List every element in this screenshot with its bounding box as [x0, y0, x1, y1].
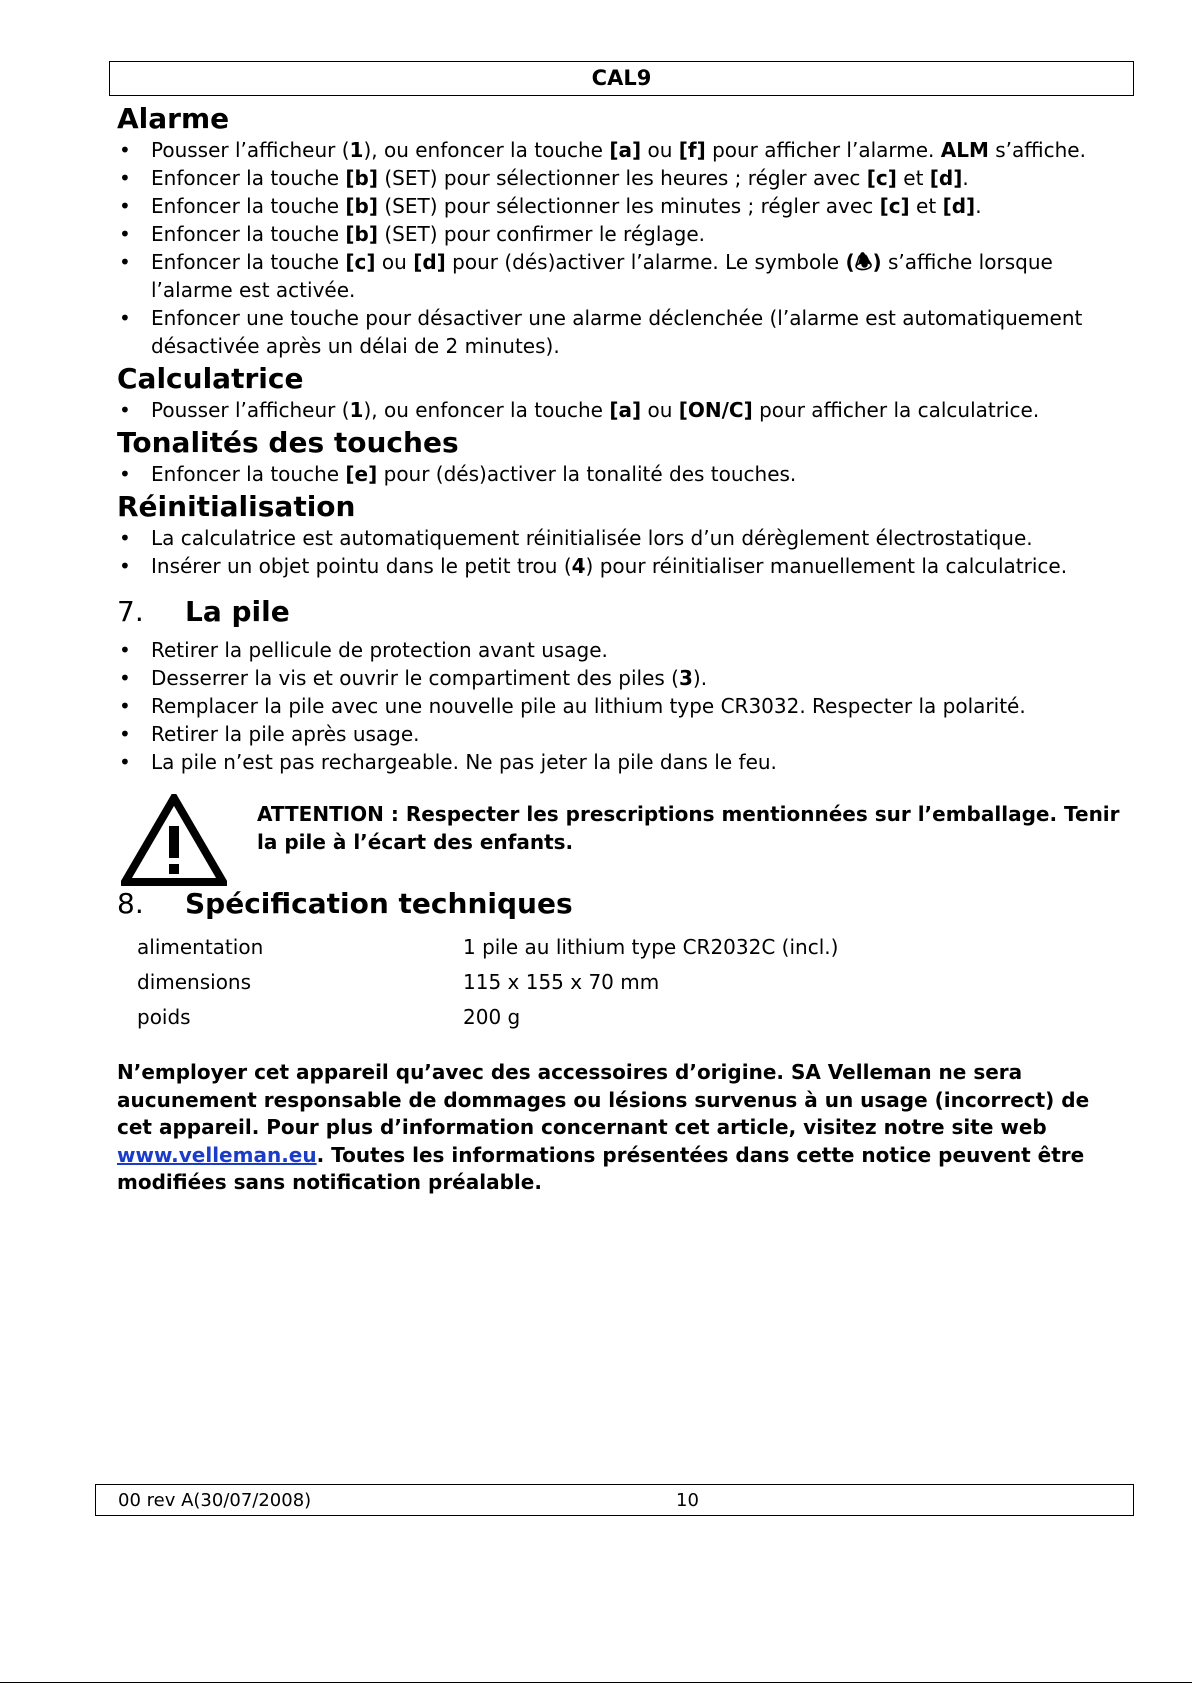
list-item: • La pile n’est pas rechargeable. Ne pas jeter la pile dans le feu.: [117, 748, 1127, 776]
specs-table: [137, 930, 1127, 1035]
list-item: • Enfoncer la touche [b] (SET) pour sélectionner les minutes ; régler avec [c] et [d].: [117, 192, 1127, 220]
page-content: [117, 102, 1127, 1197]
page-bottom-rule: [0, 1682, 1192, 1683]
reset-list: [117, 524, 1127, 580]
key-tones-list: [117, 460, 1127, 488]
alarm-heading: Alarme: [117, 102, 230, 135]
document-footer: [95, 1484, 1134, 1516]
spec-value: 115 x 155 x 70 mm: [463, 970, 660, 994]
velleman-website-link[interactable]: www.velleman.eu: [117, 1142, 317, 1167]
list-item: • Enfoncer une touche pour désactiver une alarme déclenchée (l’alarme est automatiquement désactivée après un délai de 2 minutes).: [117, 304, 1127, 360]
footer-page-number: 10: [676, 1490, 699, 1511]
list-item: • Enfoncer la touche [b] (SET) pour confirmer le réglage.: [117, 220, 1127, 248]
legal-notice: [117, 1059, 1127, 1197]
list-item: • Pousser l’afficheur (1), ou enfoncer la touche [a] ou [f] pour afficher l’alarme. ALM s’affiche.: [117, 136, 1127, 164]
key-tones-heading: Tonalités des touches: [117, 426, 459, 459]
reset-heading: Réinitialisation: [117, 490, 356, 523]
battery-warning: [117, 800, 1127, 880]
list-item: • La calculatrice est automatiquement réinitialisée lors d’un dérèglement électrostatique.: [117, 524, 1127, 552]
list-item: • Desserrer la vis et ouvrir le compartiment des piles (3).: [117, 664, 1127, 692]
spec-row: [137, 1000, 1127, 1035]
spec-value: 1 pile au lithium type CR2032C (incl.): [463, 935, 839, 959]
warning-text: ATTENTION : Respecter les prescriptions mentionnées sur l’emballage. Tenir la pile à l’écart des enfants.: [257, 802, 1120, 854]
battery-section-number: 7.: [117, 595, 144, 628]
list-item: • Insérer un objet pointu dans le petit trou (4) pour réinitialiser manuellement la calculatrice.: [117, 552, 1127, 580]
list-item: • Enfoncer la touche [b] (SET) pour sélectionner les heures ; régler avec [c] et [d].: [117, 164, 1127, 192]
calculator-heading: Calculatrice: [117, 362, 304, 395]
document-header: [109, 61, 1134, 96]
specs-section-number: 8.: [117, 887, 144, 920]
alarm-list: [117, 136, 1127, 360]
spec-row: [137, 965, 1127, 1000]
spec-label: dimensions: [137, 970, 252, 994]
specs-section-title: Spécification techniques: [185, 887, 573, 920]
spec-label: poids: [137, 1005, 191, 1029]
battery-section-title: La pile: [185, 595, 290, 628]
battery-section-heading: [117, 594, 1127, 630]
list-item: • Retirer la pellicule de protection avant usage.: [117, 636, 1127, 664]
footer-revision: 00 rev A(30/07/2008): [118, 1490, 312, 1511]
list-item: • Enfoncer la touche [e] pour (dés)activer la tonalité des touches.: [117, 460, 1127, 488]
list-item: • Retirer la pile après usage.: [117, 720, 1127, 748]
calculator-list: [117, 396, 1127, 424]
warning-triangle-icon: [121, 794, 227, 886]
specs-section-heading: [117, 886, 1127, 922]
spec-value: 200 g: [463, 1005, 521, 1029]
list-item: • Pousser l’afficheur (1), ou enfoncer la touche [a] ou [ON/C] pour afficher la calculatrice.: [117, 396, 1127, 424]
notice-text-after-link: . Toutes les informations présentées dans cette notice peuvent être modifiées sans notification préalable.: [117, 1142, 1085, 1194]
header-title: CAL9: [591, 66, 652, 90]
spec-label: alimentation: [137, 935, 264, 959]
list-item: • Remplacer la pile avec une nouvelle pile au lithium type CR3032. Respecter la polarité.: [117, 692, 1127, 720]
battery-list: [117, 636, 1127, 776]
spec-row: [137, 930, 1127, 965]
notice-text-before-link: N’employer cet appareil qu’avec des accessoires d’origine. SA Velleman ne sera aucunement responsable de dommages ou lésions survenus à un usage (incorrect) de cet appareil. Pour plus d’information concernant cet article, visitez notre site web: [117, 1060, 1090, 1139]
list-item: • Enfoncer la touche [c] ou [d] pour (dés)activer l’alarme. Le symbole (🕭) s’affiche lorsque l’alarme est activée.: [117, 248, 1127, 304]
